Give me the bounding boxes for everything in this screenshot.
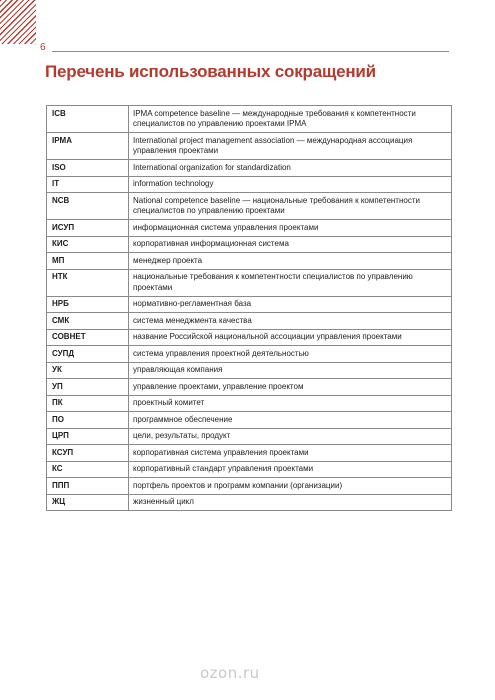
abbreviation-term: КИС: [47, 236, 129, 253]
abbreviation-definition: нормативно-регламентная база: [129, 296, 452, 313]
abbreviation-definition: менеджер проекта: [129, 253, 452, 270]
watermark: ozon.ru: [200, 664, 260, 682]
abbreviation-term: ЖЦ: [47, 494, 129, 511]
abbreviation-term: IPMA: [47, 133, 129, 160]
abbreviation-term: КСУП: [47, 445, 129, 462]
abbreviation-row: [47, 313, 452, 330]
abbreviation-row: [47, 445, 452, 462]
abbreviation-term: ПО: [47, 412, 129, 429]
abbreviation-term: НРБ: [47, 296, 129, 313]
abbreviation-definition: корпоративная система управления проектами: [129, 445, 452, 462]
abbreviation-definition: программное обеспечение: [129, 412, 452, 429]
abbreviations-table-body: [47, 106, 452, 511]
abbreviation-definition: корпоративный стандарт управления проектами: [129, 461, 452, 478]
abbreviation-row: [47, 362, 452, 379]
abbreviation-definition: информационная система управления проектами: [129, 220, 452, 237]
abbreviation-row: [47, 395, 452, 412]
abbreviation-term: СМК: [47, 313, 129, 330]
abbreviation-definition: национальные требования к компетентности специалистов по управлению проектами: [129, 269, 452, 296]
abbreviation-term: ICB: [47, 106, 129, 133]
abbreviation-row: [47, 329, 452, 346]
abbreviation-definition: information technology: [129, 176, 452, 193]
abbreviation-definition: International organization for standardization: [129, 160, 452, 177]
abbreviation-term: IT: [47, 176, 129, 193]
abbreviation-definition: система менеджмента качества: [129, 313, 452, 330]
header-divider: [52, 51, 449, 52]
abbreviation-term: ЦРП: [47, 428, 129, 445]
abbreviation-term: КС: [47, 461, 129, 478]
abbreviation-definition: управляющая компания: [129, 362, 452, 379]
abbreviation-term: ISO: [47, 160, 129, 177]
abbreviation-row: [47, 461, 452, 478]
abbreviation-row: [47, 236, 452, 253]
abbreviation-definition: портфель проектов и программ компании (организации): [129, 478, 452, 495]
abbreviation-row: [47, 269, 452, 296]
page-title: Перечень использованных сокращений: [45, 62, 376, 81]
abbreviation-row: [47, 253, 452, 270]
abbreviation-definition: название Российской национальной ассоциации управления проектами: [129, 329, 452, 346]
abbreviation-row: [47, 494, 452, 511]
abbreviation-row: [47, 379, 452, 396]
abbreviation-definition: управление проектами, управление проектом: [129, 379, 452, 396]
abbreviation-row: [47, 428, 452, 445]
abbreviation-definition: жизненный цикл: [129, 494, 452, 511]
abbreviation-term: ИСУП: [47, 220, 129, 237]
abbreviation-term: УК: [47, 362, 129, 379]
abbreviation-definition: корпоративная информационная система: [129, 236, 452, 253]
abbreviation-row: [47, 176, 452, 193]
abbreviation-term: НТК: [47, 269, 129, 296]
abbreviation-row: [47, 346, 452, 363]
abbreviation-term: СОВНЕТ: [47, 329, 129, 346]
abbreviation-term: ППП: [47, 478, 129, 495]
abbreviation-definition: проектный комитет: [129, 395, 452, 412]
abbreviation-row: [47, 220, 452, 237]
abbreviation-row: [47, 193, 452, 220]
abbreviation-term: УП: [47, 379, 129, 396]
abbreviation-definition: National competence baseline — национальные требования к компетентности специалистов по управлению проектами: [129, 193, 452, 220]
abbreviation-row: [47, 412, 452, 429]
abbreviation-term: NCB: [47, 193, 129, 220]
abbreviation-definition: цели, результаты, продукт: [129, 428, 452, 445]
abbreviation-row: [47, 133, 452, 160]
abbreviation-term: ПК: [47, 395, 129, 412]
abbreviation-definition: система управления проектной деятельностью: [129, 346, 452, 363]
abbreviation-row: [47, 160, 452, 177]
abbreviation-row: [47, 478, 452, 495]
abbreviation-term: МП: [47, 253, 129, 270]
corner-hatch-decoration: [0, 0, 36, 44]
abbreviation-definition: International project management association — международная ассоциация управления проектами: [129, 133, 452, 160]
abbreviations-table: [46, 105, 452, 511]
abbreviation-row: [47, 296, 452, 313]
abbreviation-row: [47, 106, 452, 133]
abbreviation-definition: IPMA competence baseline — международные требования к компетентности специалистов по управлению проектами IPMA: [129, 106, 452, 133]
abbreviation-term: СУПД: [47, 346, 129, 363]
page-number: 6: [40, 42, 46, 53]
